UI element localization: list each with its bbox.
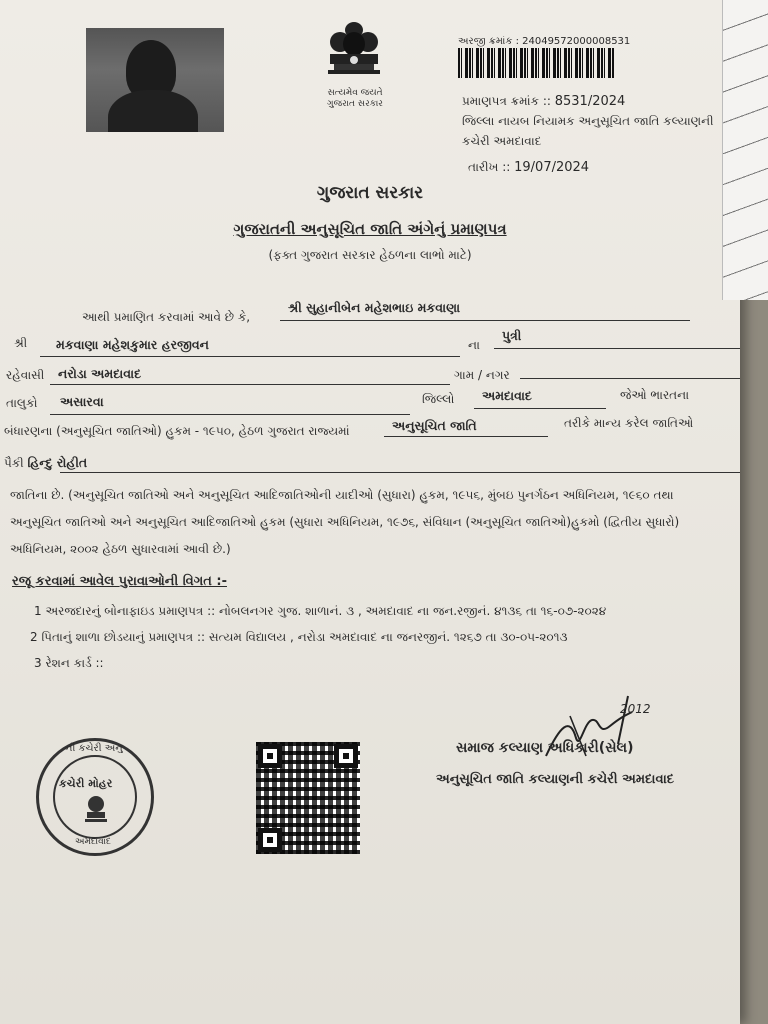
legal-paragraph-line2: અનુસૂચિત જાતિઓ અને અનુસૂચિત આદિજાતિઓ હુકમ (સુધારા અધિનિયમ, ૧૯૭૬, સંવિધાન (અનુસૂચિત જાતિઓ)હુકમો (દ્વિતીય સુધારો): [10, 515, 680, 529]
qr-finder: [258, 828, 282, 852]
caste-line: [60, 472, 740, 473]
certificate-title: ગુજરાતની અનુસૂચિત જાતિ અંગેનું પ્રમાણપત્ર: [233, 220, 507, 238]
caste-row: [4, 455, 87, 471]
signatory-designation: સમાજ કલ્યાણ અધિકારી(સેલ): [456, 740, 634, 756]
background-paper: [722, 0, 768, 300]
application-number-value: 24049572000008531: [522, 36, 631, 47]
issuing-office-line2: કચેરી અમદાવાદ: [462, 134, 542, 148]
relation-value: પુત્રી: [502, 328, 522, 343]
relation-line: [494, 348, 740, 349]
signatory-office: અનુસૂચિત જાતિ કલ્યાણની કચેરી અમદાવાદ: [436, 772, 675, 787]
taluka-value: અસારવા: [60, 394, 104, 409]
district-label: જિલ્લો: [422, 392, 455, 406]
evidence-item-text: અરજદારનું બોનાફાઇડ પ્રમાણપત્ર :: નોબલનગર ગુજ. શાળાનં. ૩ , અમદાવાદ ના જન.રજીનં. ૪૧૩૬ તા ૧૬-૦૭-૨૦૨૪: [45, 604, 607, 618]
evidence-item: [34, 656, 104, 671]
certificate-number-value: 8531/2024: [554, 94, 626, 109]
national-emblem-icon: [322, 20, 386, 96]
recognized-label: તરીકે માન્ય કરેલ જાતિઓ: [564, 416, 694, 430]
issuing-office-line1: જિલ્લા નાયબ નિયામક અનુસૂચિત જાતિ કલ્યાણની: [462, 114, 714, 128]
seal-emblem-icon: [81, 795, 111, 825]
evidence-item: [34, 604, 606, 619]
government-title: ગુજરાત સરકાર: [316, 183, 424, 203]
certify-label: આથી પ્રમાણિત કરવામાં આવે છે કે,: [82, 310, 251, 324]
parent-name: મકવાણા મહેશકુમાર હરજીવન: [56, 337, 209, 352]
application-number-label: અરજી ક્રમાંક :: [458, 36, 519, 47]
emblem-govt: ગુજરાત સરકાર: [327, 99, 383, 109]
village-label: ગામ / નગર: [454, 368, 510, 382]
official-seal: [36, 738, 154, 856]
district-value: અમદાવાદ: [482, 388, 532, 403]
seal-center-text: કચેરી મોહર: [59, 777, 113, 790]
emblem-caption: [310, 88, 400, 110]
taluka-label: તાલુકો: [6, 396, 38, 410]
caste-prefix: પૈકી: [4, 456, 24, 470]
photo-body-shape: [108, 90, 198, 132]
issue-date: [468, 160, 589, 175]
relation-label: ના: [468, 338, 480, 352]
certificate-number: [462, 94, 625, 109]
taluka-line: [50, 414, 410, 415]
qr-code: [256, 742, 360, 854]
certificate-number-label: પ્રમાણપત્ર ક્રમાંક ::: [462, 94, 551, 108]
certificate-subtitle: (ફક્ત ગુજરાત સરકાર હેઠળના લાભો માટે): [268, 248, 472, 262]
seal-ring-text: ની કચેરી અનુ: [65, 743, 123, 754]
category-line: [384, 436, 548, 437]
resident-line: [50, 384, 450, 385]
seal-bottom-text: અમદાવાદ: [75, 837, 111, 847]
emblem-motto: સત્યમેવ જયતે: [327, 88, 383, 98]
evidence-item-number: 2: [30, 630, 38, 644]
issue-date-label: તારીખ ::: [468, 160, 511, 174]
village-line: [520, 378, 740, 379]
evidence-heading: રજૂ કરવામાં આવેલ પુરાવાઓની વિગત :-: [12, 574, 227, 589]
barcode: [458, 48, 614, 78]
signature-year-scribble: 2012: [620, 702, 651, 716]
evidence-item-number: 3: [34, 656, 42, 670]
evidence-item-number: 1: [34, 604, 42, 618]
category-value: અનુસૂચિત જાતિ: [392, 418, 477, 433]
india-label: જેઓ ભારતના: [620, 388, 690, 402]
issue-date-value: 19/07/2024: [514, 160, 590, 175]
applicant-name: શ્રી સુહાનીબેન મહેશભાઇ મકવાણા: [288, 300, 461, 315]
evidence-item-text: રેશન કાર્ડ ::: [45, 656, 104, 670]
resident-label: રહેવાસી: [6, 368, 45, 382]
application-number: [458, 36, 630, 47]
evidence-item: [30, 630, 568, 645]
legal-paragraph-line1: જાતિના છે. (અનુસૂચિત જાતિઓ અને અનુસૂચિત આદિજાતિઓની યાદીઓ (સુધારા) હુકમ, ૧૯૫૬, મુંબઇ પુનર્ગઠન અધિનિયમ, ૧૯૬૦ તથા: [10, 488, 674, 502]
shri-label: શ્રી: [14, 336, 28, 350]
legal-paragraph: [10, 482, 730, 563]
parent-name-line: [40, 356, 460, 357]
evidence-item-text: પિતાનું શાળા છોડયાનું પ્રમાણપત્ર :: સત્યમ વિદ્યાલય , નરોડા અમદાવાદ ના જનરજીનં. ૧૨૬૭ તા ૩૦-૦૫-૨૦૧૩: [41, 630, 568, 644]
caste-value: હિન્દુ રોહીત: [27, 455, 88, 470]
legal-paragraph-line3: અધિનિયમ, ૨૦૦૨ હેઠળ સુધારવામાં આવી છે.): [10, 542, 231, 556]
qr-finder: [258, 744, 282, 768]
applicant-name-line: [280, 320, 690, 321]
resident-value: નરોડા અમદાવાદ: [58, 366, 142, 381]
district-line: [474, 408, 606, 409]
qr-finder: [334, 744, 358, 768]
constitution-text: બંધારણના (અનુસૂચિત જાતિઓ) હુકમ - ૧૯૫૦, હેઠળ ગુજરાત રાજ્યમાં: [4, 424, 350, 438]
applicant-photo: [86, 28, 224, 132]
